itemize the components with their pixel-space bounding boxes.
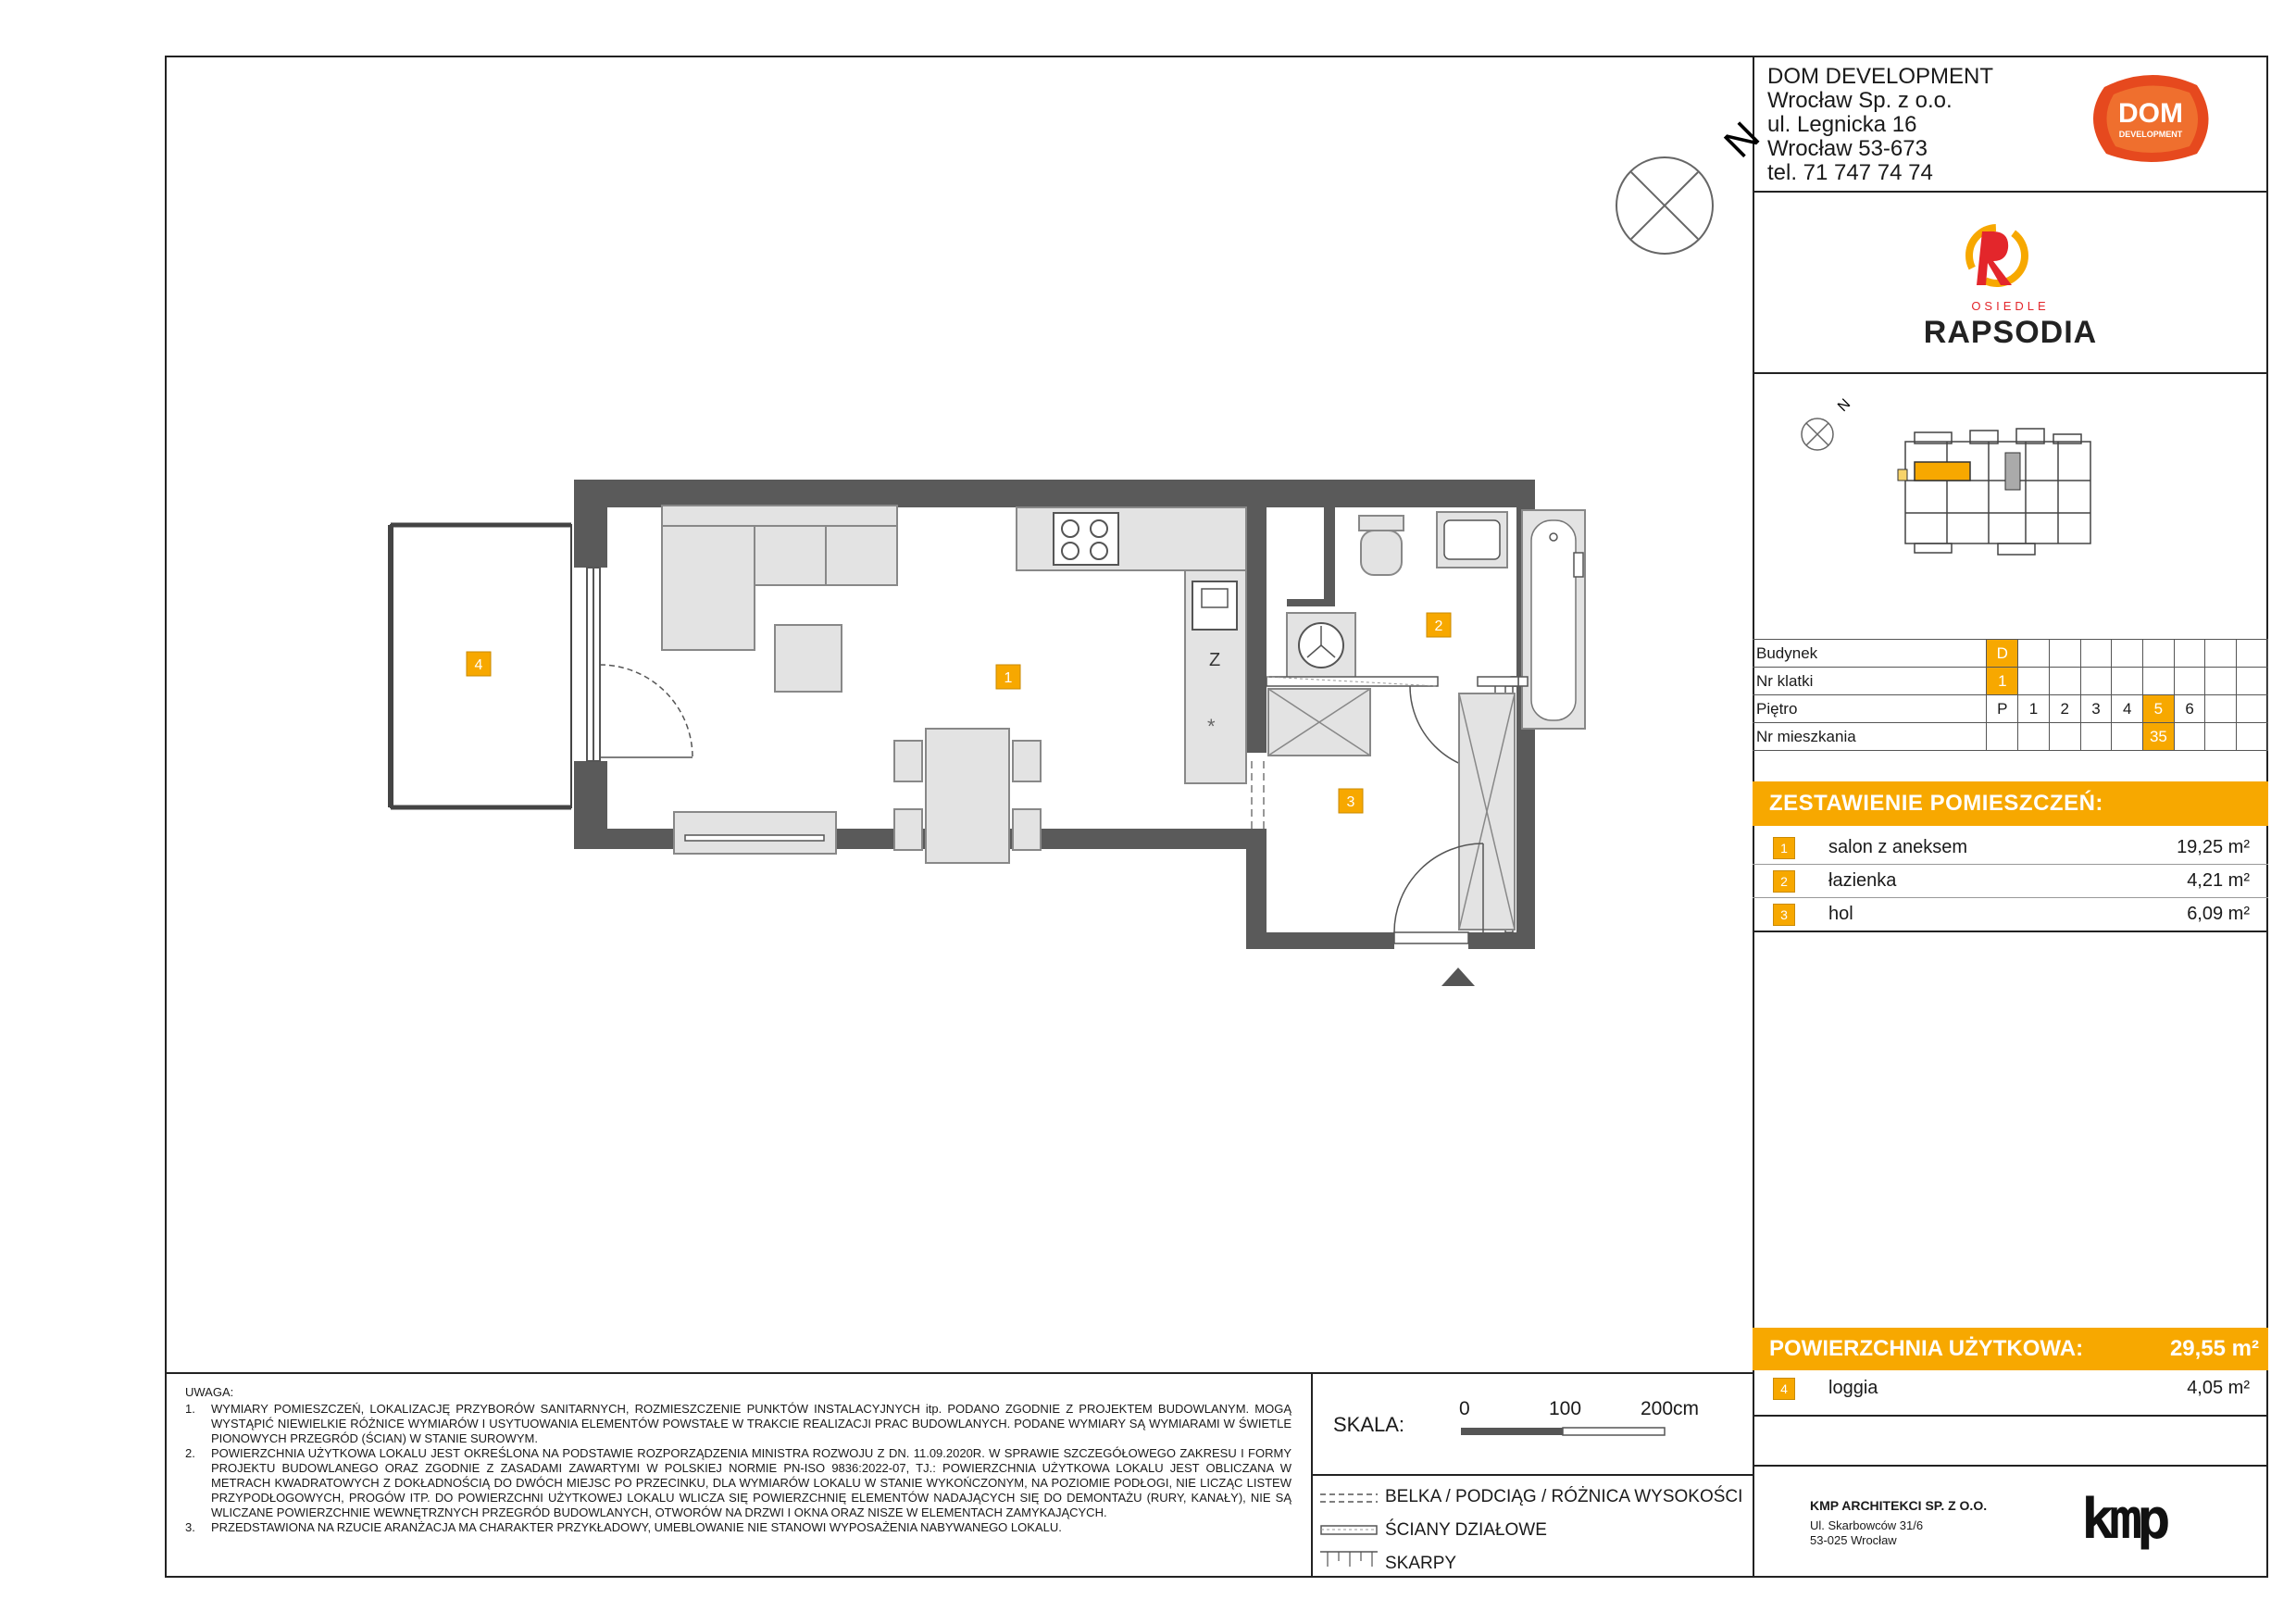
info-cell: [2080, 723, 2112, 751]
coffee-table: [775, 625, 842, 692]
note-item: 3. PRZEDSTAWIONA NA RZUCIE ARANŻACJA MA CHARAKTER PRZYKŁADOWY, UMEBLOWANIE NIE STANOWI WYPOSAŻENIA NABYWANEGO LOKALU.: [185, 1520, 1062, 1534]
architect-city: 53-025 Wrocław: [1810, 1533, 1897, 1547]
unit-info-table: [1753, 639, 2268, 751]
loggia-row: 4 loggia 4,05 m²: [1753, 1372, 2268, 1417]
legend-label: BELKA / PODCIĄG / RÓŻNICA WYSOKOŚCI: [1385, 1487, 1743, 1506]
info-cell: [2237, 695, 2268, 723]
fridge-icon: Z: [1209, 650, 1221, 670]
kitchen-sink-icon: [1192, 581, 1237, 630]
dom-development-logo: [2086, 69, 2215, 170]
info-cell: 3: [2080, 695, 2112, 723]
info-cell: 5: [2143, 695, 2175, 723]
svg-text:DEVELOPMENT: DEVELOPMENT: [2118, 130, 2183, 139]
company-street: ul. Legnicka 16: [1767, 112, 1917, 137]
rooms-header: ZESTAWIENIE POMIESZCZEŃ:: [1753, 781, 2268, 826]
info-cell: [2049, 668, 2080, 695]
scale-tick: 100: [1549, 1398, 1582, 1419]
floor-plan: [167, 57, 1769, 1372]
slope-icon: [1320, 1550, 1378, 1570]
keyplan-unit-highlight: [1915, 462, 1970, 481]
info-cell: [2205, 640, 2237, 668]
washbasin-icon: [1437, 512, 1507, 568]
notes-panel: [167, 1372, 1754, 1578]
svg-text:1: 1: [1004, 670, 1013, 686]
info-cell: [2143, 668, 2175, 695]
company-phone: tel. 71 747 74 74: [1767, 160, 1933, 185]
entrance-arrow-icon: [1441, 968, 1475, 986]
usable-area-value: 29,55 m²: [2169, 1336, 2259, 1361]
floor-plan-area: [167, 57, 1769, 1372]
compass-north-label: N: [1716, 113, 1769, 167]
info-cell: [2080, 668, 2112, 695]
svg-text:DOM: DOM: [2118, 98, 2183, 129]
svg-text:N: N: [1835, 395, 1854, 416]
info-cell: [2112, 640, 2143, 668]
info-cell: [2112, 723, 2143, 751]
building-keyplan: [1753, 374, 2268, 643]
room-marker-4: [467, 652, 491, 676]
info-cell: 1: [2018, 695, 2050, 723]
info-cell: [2049, 640, 2080, 668]
dashed-line-icon: [1320, 1491, 1378, 1509]
info-row: [1753, 640, 2268, 668]
company-name: DOM DEVELOPMENT: [1767, 64, 1994, 89]
company-block: [1753, 57, 2268, 193]
info-cell: [2049, 723, 2080, 751]
info-cell: P: [1987, 695, 2018, 723]
kmp-logo: kmp: [2081, 1487, 2165, 1552]
info-cell: [2080, 640, 2112, 668]
info-cell: D: [1987, 640, 2018, 668]
scale-tick: 200cm: [1641, 1398, 1700, 1419]
legend-label: ŚCIANY DZIAŁOWE: [1385, 1520, 1547, 1540]
toilet-icon: [1359, 516, 1404, 575]
scale-tick: 0: [1459, 1398, 1470, 1419]
info-label: Nr mieszkania: [1753, 723, 1987, 751]
info-label: Piętro: [1753, 695, 1987, 723]
info-cell: [2018, 723, 2050, 751]
scale-legend: [1311, 1374, 1753, 1578]
info-cell: [2237, 723, 2268, 751]
info-cell: [2174, 723, 2205, 751]
room-row: 3 hol 6,09 m²: [1753, 898, 2268, 931]
info-label: Budynek: [1753, 640, 1987, 668]
info-label: Nr klatki: [1753, 668, 1987, 695]
dining-set: [894, 729, 1041, 863]
info-cell: [2205, 723, 2237, 751]
info-cell: [2237, 668, 2268, 695]
washing-machine-icon: [1287, 613, 1355, 678]
hatched-wall-icon: [1320, 1524, 1378, 1537]
room-row: 1 salon z aneksem 19,25 m²: [1753, 831, 2268, 865]
tv-cabinet: [674, 812, 836, 854]
dishwasher-icon: *: [1207, 715, 1216, 738]
estate-name: RAPSODIA: [1923, 315, 2098, 350]
svg-text:4: 4: [474, 657, 483, 673]
info-cell: [2018, 668, 2050, 695]
kitchen-counter: [1017, 507, 1246, 783]
info-row: [1753, 723, 2268, 751]
info-cell: 1: [1987, 668, 2018, 695]
info-cell: [2205, 695, 2237, 723]
sheet: [165, 56, 2268, 1578]
notes-title: UWAGA:: [185, 1385, 234, 1399]
room-marker-2: [1427, 613, 1451, 637]
room-marker-3: [1339, 789, 1363, 813]
info-cell: 35: [2143, 723, 2175, 751]
legend-label: SKARPY: [1385, 1554, 1457, 1573]
scale-bar-icon: [1461, 1426, 1674, 1439]
info-cell: [2143, 640, 2175, 668]
info-cell: 6: [2174, 695, 2205, 723]
usable-area-total: [1753, 1328, 2268, 1370]
info-cell: [2174, 668, 2205, 695]
svg-text:3: 3: [1346, 794, 1355, 810]
company-entity: Wrocław Sp. z o.o.: [1767, 88, 1953, 113]
compass-icon: [1616, 114, 1768, 254]
right-panel: [1753, 57, 2268, 1576]
svg-text:2: 2: [1434, 618, 1443, 634]
architect-block: [1753, 1465, 2268, 1576]
info-cell: [2018, 640, 2050, 668]
info-cell: [2237, 640, 2268, 668]
bathtub-icon-drawn: [1522, 510, 1585, 729]
note-item: 1. WYMIARY POMIESZCZEŃ, LOKALIZACJĘ PRZYBORÓW SANITARNYCH, ROZMIESZCZENIE PUNKTÓW INSTALACYJNYCH itp. PODANO ZGODNIE Z PROJEKTEM BUDOWLANYM. MOGĄ WYSTĄPIĆ NIEWIELKIE RÓŻNICE WYMIARÓW I USYTUOWANIA ELEMENTÓW POWSTAŁE W TRAKCIE REALIZACJI PRAC BUDOWLANYCH. PODANE WYMIARY SĄ WYMIARAMI W ŚWIETLE PIONOWYCH PRZEGRÓD (ŚCIAN) W STANIE SUROWYM.: [185, 1402, 1292, 1445]
keyplan-building-icon: [1896, 425, 2100, 564]
info-cell: [1987, 723, 2018, 751]
notes: [185, 1385, 1292, 1535]
note-item: 2. POWIERZCHNIA UŻYTKOWA LOKALU JEST OKREŚLONA NA PODSTAWIE ROZPORZĄDZENIA MINISTRA ROZWOJU Z DN. 11.09.2020R. W SPRAWIE SZCZEGÓŁOWEGO ZAKRESU I FORMY PROJEKTU BUDOWLANEGO ORAZ ZGODNIE Z ZASADAMI ZAWARTYMI W POLSKIEJ NORMIE PN-ISO 9836:2022-07, TJ.: POWIERZCHNIA UŻYTKOWA LOKALU JEST OBLICZANA W METRACH KWADRATOWYCH Z DOKŁADNOŚCIĄ DO DWÓCH MIEJSC PO PRZECINKU, DLA WYMIARÓW LOKALU W STANIE WYKOŃCZONYM, NA POZIOMIE PODŁOGI, NIE LICZĄC LISTEW PRZYPODŁOGOWYCH, PROGÓW ITP. DO POWIERZCHNI UŻYTKOWEJ LOKALU WLICZA SIĘ POWIERZCHNIĘ ELEMENTÓW NADAJĄCYCH SIĘ DO DEMONTAŻU (RURY, KANAŁY), NIE SĄ WLICZANE POWIERZCHNIE WEWNĘTRZNYCH PRZEGRÓD BUDOWLANYCH, OTWORÓW NA DRZWI I OKNA ORAZ NISZE W ELEMENTACH ZAMYKAJĄCYCH.: [185, 1446, 1292, 1519]
usable-area-label: POWIERZCHNIA UŻYTKOWA:: [1769, 1336, 2084, 1361]
estate-prefix: OSIEDLE: [1971, 299, 2050, 313]
info-row: [1753, 668, 2268, 695]
architect-name: KMP ARCHITEKCI SP. Z O.O.: [1810, 1498, 1988, 1513]
info-row: [1753, 695, 2268, 723]
cooktop-icon: [1054, 513, 1118, 565]
wardrobe: [1268, 689, 1370, 756]
info-cell: 4: [2112, 695, 2143, 723]
room-row: 2 łazienka 4,21 m²: [1753, 865, 2268, 898]
info-cell: [2205, 668, 2237, 695]
architect-address: Ul. Skarbowców 31/6: [1810, 1518, 1924, 1532]
scale-label: SKALA:: [1333, 1413, 1405, 1436]
rapsodia-r-logo: [1954, 220, 2038, 294]
estate-logo-block: [1753, 193, 2268, 374]
keyplan-compass-icon: [1799, 397, 1854, 453]
info-cell: 2: [2049, 695, 2080, 723]
room-marker-1: [996, 665, 1020, 689]
wardrobe-hall: [1459, 693, 1515, 930]
info-cell: [2112, 668, 2143, 695]
company-city: Wrocław 53-673: [1767, 136, 1928, 161]
info-cell: [2174, 640, 2205, 668]
